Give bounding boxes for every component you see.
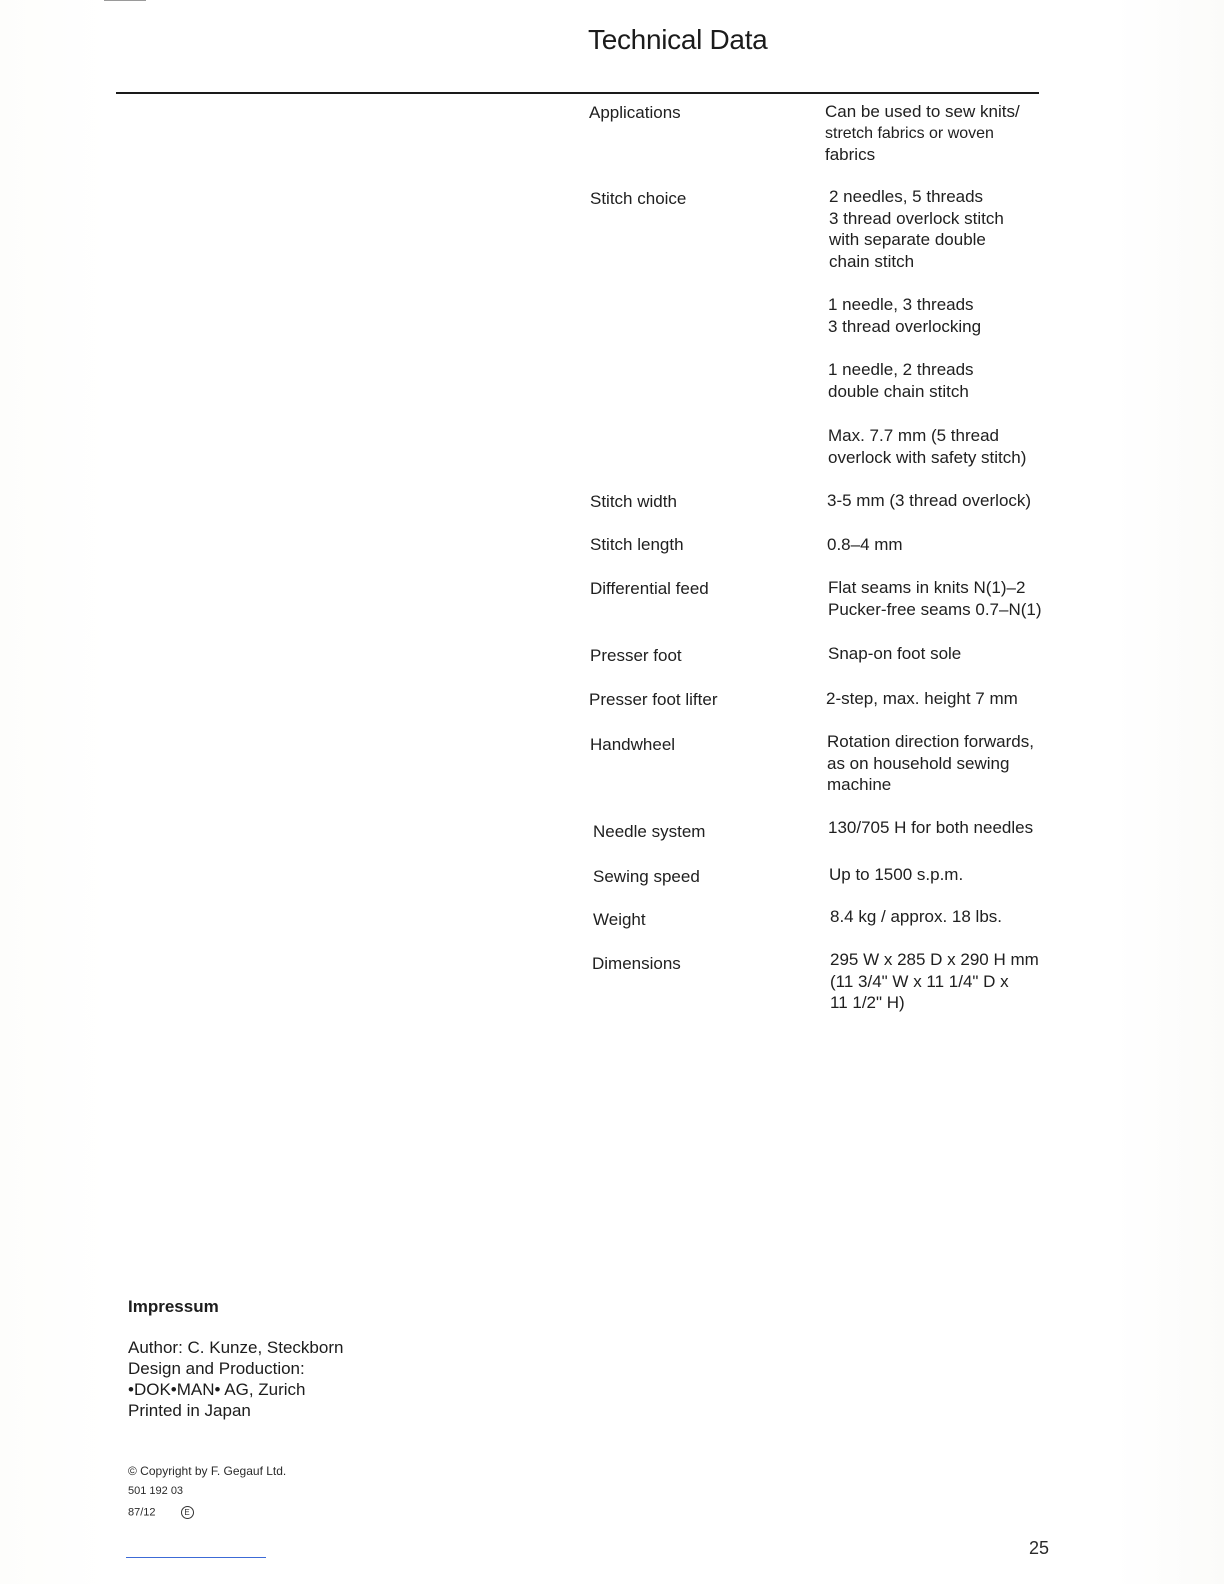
spec-value-stitch-length: 0.8–4 mm <box>827 535 903 554</box>
spec-label-presser-foot: Presser foot <box>590 646 682 665</box>
spec-value-differential-feed: Flat seams in knits N(1)–2 Pucker-free seams 0.7–N(1) <box>828 578 1042 619</box>
page-number: 25 <box>1029 1538 1050 1558</box>
spec-value-needle-system: 130/705 H for both needles <box>828 818 1034 837</box>
spec-label-handwheel: Handwheel <box>590 735 676 754</box>
page-title: Technical Data <box>588 24 768 55</box>
spec-label-weight: Weight <box>593 910 646 929</box>
spec-label-stitch-length: Stitch length <box>590 535 684 554</box>
spec-value-stitch-choice-3: 1 needle, 2 threads double chain stitch <box>828 360 974 401</box>
spec-value-stitch-choice-4: Max. 7.7 mm (5 thread overlock with safety stitch) <box>828 426 1027 467</box>
date-code-row <box>128 1506 194 1519</box>
spec-value-sewing-speed: Up to 1500 s.p.m. <box>829 865 964 884</box>
spec-value-stitch-width: 3-5 mm (3 thread overlock) <box>827 491 1032 510</box>
bottom-link-line <box>126 1557 266 1558</box>
spec-label-differential-feed: Differential feed <box>590 579 709 598</box>
document-number: 501 192 03 <box>128 1485 184 1497</box>
spec-label-dimensions: Dimensions <box>592 954 681 973</box>
spec-label-stitch-width: Stitch width <box>590 492 677 511</box>
spec-value-presser-foot: Snap-on foot sole <box>828 644 962 663</box>
title-rule <box>116 92 1039 94</box>
spec-value-handwheel: Rotation direction forwards, as on household sewing machine <box>827 732 1034 794</box>
edition-mark-icon: E <box>181 1506 194 1519</box>
spec-value-stitch-choice-2: 1 needle, 3 threads 3 thread overlocking <box>828 295 982 336</box>
spec-value-weight: 8.4 kg / approx. 18 lbs. <box>830 907 1002 926</box>
spec-label-needle-system: Needle system <box>593 822 706 841</box>
spec-label-applications: Applications <box>589 103 681 122</box>
impressum-credits: Author: C. Kunze, Steckborn Design and Production: •DOK•MAN• AG, Zurich Printed in Japan <box>128 1338 344 1420</box>
scan-mark <box>104 0 146 1</box>
date-code: 87/12 <box>128 1506 156 1519</box>
copyright-notice: © Copyright by F. Gegauf Ltd. <box>128 1464 287 1478</box>
impressum-heading: Impressum <box>128 1297 219 1316</box>
spec-label-presser-foot-lifter: Presser foot lifter <box>589 690 718 709</box>
spec-value-presser-foot-lifter: 2-step, max. height 7 mm <box>826 689 1018 708</box>
spec-label-sewing-speed: Sewing speed <box>593 867 700 886</box>
spec-value-applications: Can be used to sew knits/ stretch fabrics or woven fabrics <box>825 102 1020 164</box>
spec-value-stitch-choice-1: 2 needles, 5 threads 3 thread overlock stitch with separate double chain stitch <box>829 187 1004 271</box>
spec-value-dimensions: 295 W x 285 D x 290 H mm (11 3/4" W x 11 1/4" D x 11 1/2" H) <box>830 950 1039 1012</box>
spec-label-stitch-choice: Stitch choice <box>590 189 687 208</box>
